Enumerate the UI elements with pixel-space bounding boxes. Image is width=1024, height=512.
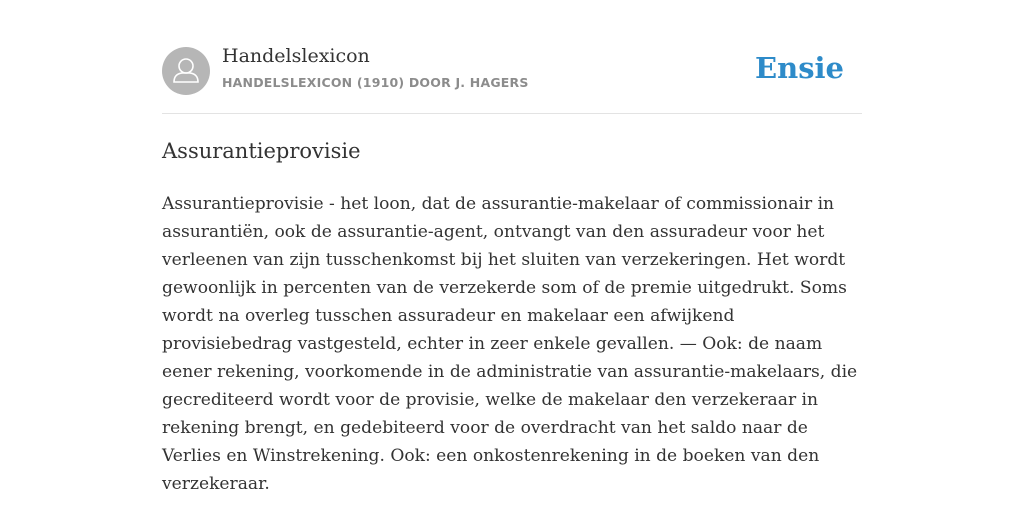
header bbox=[162, 0, 862, 114]
entry-title: Assurantieprovisie bbox=[162, 139, 361, 163]
source-name[interactable]: Handelslexicon bbox=[222, 45, 370, 67]
page bbox=[162, 0, 862, 494]
entry-text: Assurantieprovisie - het loon, dat de assurantie-makelaar of commissionair in assurantiën, ook de assurantie-agent, ontvangt van den assuradeur voor het verleenen van zijn tusschenkomst bij het sluiten van verzekeringen. Het wordt gewoonlijk in percenten van de verzekerde som of de premie uitgedrukt. Soms wordt na overleg tusschen assuradeur en makelaar een afwijkend provisiebedrag vastgesteld, echter in zeer enkele gevallen. — Ook: de naam eener rekening, voorkomende in de administratie van assurantie-makelaars, die gecrediteerd wordt voor de provisie, welke de makelaar den verzekeraar in rekening brengt, en gedebiteerd voor de overdracht van het saldo naar de Verlies en Winstrekening. Ook: een onkostenrekening in de boeken van den verzekeraar. bbox=[162, 194, 858, 494]
avatar[interactable] bbox=[162, 47, 210, 95]
brand-logo[interactable]: Ensie bbox=[755, 51, 844, 85]
user-silhouette-icon bbox=[162, 47, 210, 95]
source-subtitle: HANDELSLEXICON (1910) DOOR J. HAGERS bbox=[222, 75, 529, 90]
